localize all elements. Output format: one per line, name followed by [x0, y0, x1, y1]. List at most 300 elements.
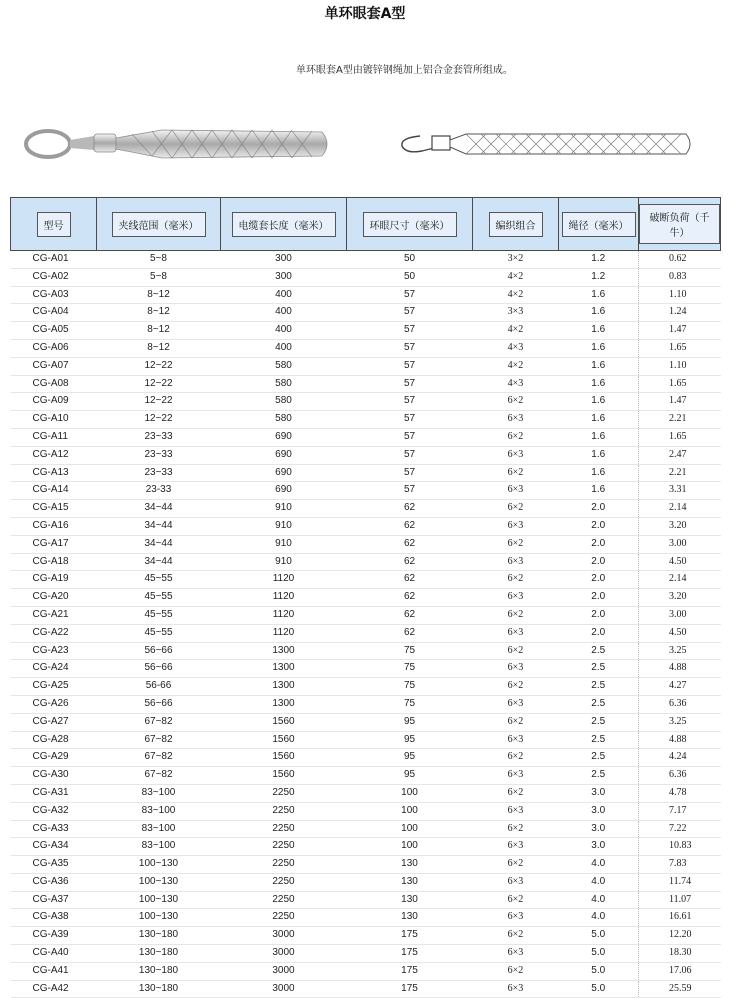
cell-rope-diameter: 2.0	[559, 517, 639, 535]
cell-braid: 6×3	[473, 838, 559, 856]
cell-rope-diameter: 1.6	[559, 357, 639, 375]
cell-clamp-range: 130~180	[97, 980, 221, 998]
cell-breaking-load: 3.25	[639, 713, 721, 731]
cell-clamp-range: 83~100	[97, 802, 221, 820]
cell-clamp-range: 45~55	[97, 606, 221, 624]
cell-clamp-range: 12~22	[97, 411, 221, 429]
cell-model: CG-A07	[11, 357, 97, 375]
cell-sleeve-length: 580	[221, 375, 347, 393]
cell-rope-diameter: 4.0	[559, 873, 639, 891]
cell-eye-size: 57	[347, 428, 473, 446]
cell-rope-diameter: 1.2	[559, 268, 639, 286]
cell-sleeve-length: 1560	[221, 731, 347, 749]
cell-breaking-load: 10.83	[639, 838, 721, 856]
cell-clamp-range: 45~55	[97, 571, 221, 589]
cell-eye-size: 175	[347, 962, 473, 980]
cell-sleeve-length: 300	[221, 268, 347, 286]
cell-model: CG-A24	[11, 660, 97, 678]
cell-eye-size: 50	[347, 268, 473, 286]
cell-breaking-load: 4.88	[639, 731, 721, 749]
cell-model: CG-A21	[11, 606, 97, 624]
cell-sleeve-length: 1120	[221, 571, 347, 589]
cell-breaking-load: 1.47	[639, 393, 721, 411]
table-row	[11, 268, 721, 286]
table-row	[11, 642, 721, 660]
cell-model: CG-A23	[11, 642, 97, 660]
cell-breaking-load: 1.10	[639, 286, 721, 304]
cell-breaking-load: 2.21	[639, 411, 721, 429]
table-row	[11, 856, 721, 874]
cell-rope-diameter: 1.6	[559, 304, 639, 322]
cell-eye-size: 130	[347, 856, 473, 874]
cell-model: CG-A08	[11, 375, 97, 393]
cell-clamp-range: 23~33	[97, 446, 221, 464]
cell-sleeve-length: 3000	[221, 962, 347, 980]
cell-breaking-load: 7.22	[639, 820, 721, 838]
cell-breaking-load: 2.47	[639, 446, 721, 464]
cell-braid: 4×2	[473, 357, 559, 375]
cell-clamp-range: 45~55	[97, 624, 221, 642]
cell-model: CG-A14	[11, 482, 97, 500]
cell-model: CG-A01	[11, 251, 97, 269]
cell-breaking-load: 17.06	[639, 962, 721, 980]
cell-sleeve-length: 1120	[221, 624, 347, 642]
cell-braid: 6×2	[473, 820, 559, 838]
cell-model: CG-A11	[11, 428, 97, 446]
cell-rope-diameter: 3.0	[559, 820, 639, 838]
cell-breaking-load: 16.61	[639, 909, 721, 927]
header-braid: 编织组合	[473, 198, 559, 251]
cell-eye-size: 100	[347, 784, 473, 802]
cell-model: CG-A28	[11, 731, 97, 749]
cell-sleeve-length: 2250	[221, 820, 347, 838]
cell-model: CG-A19	[11, 571, 97, 589]
cell-eye-size: 57	[347, 464, 473, 482]
cell-sleeve-length: 1300	[221, 695, 347, 713]
cell-rope-diameter: 1.6	[559, 464, 639, 482]
cell-braid: 6×3	[473, 731, 559, 749]
cell-model: CG-A38	[11, 909, 97, 927]
cell-rope-diameter: 5.0	[559, 927, 639, 945]
cell-braid: 6×3	[473, 411, 559, 429]
cell-eye-size: 57	[347, 411, 473, 429]
cell-model: CG-A03	[11, 286, 97, 304]
cell-breaking-load: 3.00	[639, 606, 721, 624]
cell-rope-diameter: 2.5	[559, 749, 639, 767]
cell-model: CG-A39	[11, 927, 97, 945]
cell-sleeve-length: 580	[221, 411, 347, 429]
cell-model: CG-A34	[11, 838, 97, 856]
cell-rope-diameter: 2.5	[559, 767, 639, 785]
cell-eye-size: 62	[347, 517, 473, 535]
cell-clamp-range: 100~130	[97, 873, 221, 891]
cell-clamp-range: 100~130	[97, 891, 221, 909]
cell-breaking-load: 4.50	[639, 553, 721, 571]
cell-clamp-range: 45~55	[97, 589, 221, 607]
cell-model: CG-A22	[11, 624, 97, 642]
cell-braid: 6×3	[473, 589, 559, 607]
cell-rope-diameter: 4.0	[559, 891, 639, 909]
table-row	[11, 304, 721, 322]
cell-eye-size: 130	[347, 909, 473, 927]
cell-braid: 6×2	[473, 749, 559, 767]
header-model: 型号	[11, 198, 97, 251]
cell-rope-diameter: 5.0	[559, 945, 639, 963]
cell-sleeve-length: 2250	[221, 802, 347, 820]
table-row	[11, 500, 721, 518]
table-row	[11, 464, 721, 482]
page-title: 单环眼套A型	[324, 6, 406, 22]
cell-model: CG-A02	[11, 268, 97, 286]
cell-braid: 4×2	[473, 322, 559, 340]
cell-model: CG-A16	[11, 517, 97, 535]
cell-braid: 6×2	[473, 464, 559, 482]
cell-breaking-load: 1.47	[639, 322, 721, 340]
table-row	[11, 820, 721, 838]
cell-sleeve-length: 400	[221, 339, 347, 357]
cell-model: CG-A20	[11, 589, 97, 607]
cell-rope-diameter: 4.0	[559, 909, 639, 927]
cell-rope-diameter: 1.2	[559, 251, 639, 269]
cell-model: CG-A37	[11, 891, 97, 909]
cell-breaking-load: 7.17	[639, 802, 721, 820]
cell-clamp-range: 67~82	[97, 749, 221, 767]
table-row	[11, 251, 721, 269]
cell-clamp-range: 56~66	[97, 642, 221, 660]
cell-breaking-load: 7.83	[639, 856, 721, 874]
header-rope-diameter: 绳径（毫米）	[559, 198, 639, 251]
cell-braid: 6×2	[473, 856, 559, 874]
header-clamp-range: 夹线范围（毫米）	[97, 198, 221, 251]
cell-model: CG-A13	[11, 464, 97, 482]
cell-sleeve-length: 1120	[221, 606, 347, 624]
cell-rope-diameter: 2.0	[559, 535, 639, 553]
table-header-row	[11, 198, 721, 251]
cell-model: CG-A29	[11, 749, 97, 767]
cell-clamp-range: 5~8	[97, 268, 221, 286]
cell-rope-diameter: 2.5	[559, 731, 639, 749]
cell-clamp-range: 8~12	[97, 339, 221, 357]
cell-eye-size: 95	[347, 749, 473, 767]
cell-eye-size: 95	[347, 713, 473, 731]
cell-rope-diameter: 2.0	[559, 606, 639, 624]
cell-eye-size: 57	[347, 446, 473, 464]
cell-eye-size: 57	[347, 482, 473, 500]
table-row	[11, 695, 721, 713]
table-row	[11, 660, 721, 678]
cell-braid: 6×3	[473, 517, 559, 535]
table-row	[11, 589, 721, 607]
cell-braid: 6×2	[473, 571, 559, 589]
cell-sleeve-length: 1300	[221, 678, 347, 696]
cell-breaking-load: 3.20	[639, 589, 721, 607]
cell-breaking-load: 3.31	[639, 482, 721, 500]
cell-eye-size: 62	[347, 500, 473, 518]
cell-sleeve-length: 910	[221, 500, 347, 518]
table-row	[11, 962, 721, 980]
cell-rope-diameter: 1.6	[559, 411, 639, 429]
table-row	[11, 678, 721, 696]
table-row	[11, 446, 721, 464]
cell-braid: 6×3	[473, 624, 559, 642]
cell-sleeve-length: 910	[221, 553, 347, 571]
cell-breaking-load: 1.10	[639, 357, 721, 375]
cell-braid: 6×3	[473, 802, 559, 820]
cell-sleeve-length: 1300	[221, 642, 347, 660]
cell-breaking-load: 3.25	[639, 642, 721, 660]
table-row	[11, 375, 721, 393]
cell-sleeve-length: 910	[221, 535, 347, 553]
cell-sleeve-length: 690	[221, 482, 347, 500]
table-row	[11, 357, 721, 375]
cell-braid: 6×3	[473, 909, 559, 927]
cell-rope-diameter: 2.0	[559, 553, 639, 571]
cell-braid: 6×2	[473, 606, 559, 624]
cell-rope-diameter: 4.0	[559, 856, 639, 874]
cell-clamp-range: 8~12	[97, 322, 221, 340]
table-row	[11, 393, 721, 411]
cell-sleeve-length: 580	[221, 357, 347, 375]
cell-sleeve-length: 3000	[221, 927, 347, 945]
cell-model: CG-A40	[11, 945, 97, 963]
cell-braid: 6×2	[473, 500, 559, 518]
cell-model: CG-A31	[11, 784, 97, 802]
cell-eye-size: 62	[347, 606, 473, 624]
cell-model: CG-A41	[11, 962, 97, 980]
cell-clamp-range: 12~22	[97, 375, 221, 393]
cell-clamp-range: 23~33	[97, 428, 221, 446]
cell-model: CG-A17	[11, 535, 97, 553]
cell-sleeve-length: 690	[221, 446, 347, 464]
cell-rope-diameter: 2.5	[559, 660, 639, 678]
cell-braid: 4×2	[473, 286, 559, 304]
cell-eye-size: 62	[347, 553, 473, 571]
cell-clamp-range: 130~180	[97, 962, 221, 980]
table-row	[11, 873, 721, 891]
cell-model: CG-A10	[11, 411, 97, 429]
cell-braid: 6×3	[473, 873, 559, 891]
cell-model: CG-A12	[11, 446, 97, 464]
cell-eye-size: 130	[347, 873, 473, 891]
table-row	[11, 713, 721, 731]
cell-sleeve-length: 1560	[221, 713, 347, 731]
cell-sleeve-length: 690	[221, 464, 347, 482]
table-row	[11, 927, 721, 945]
cell-eye-size: 75	[347, 642, 473, 660]
cell-breaking-load: 6.36	[639, 695, 721, 713]
cell-eye-size: 175	[347, 980, 473, 998]
cell-model: CG-A25	[11, 678, 97, 696]
cell-rope-diameter: 3.0	[559, 784, 639, 802]
cell-breaking-load: 12.20	[639, 927, 721, 945]
cell-eye-size: 75	[347, 678, 473, 696]
cell-breaking-load: 4.88	[639, 660, 721, 678]
table-row	[11, 606, 721, 624]
cell-breaking-load: 0.83	[639, 268, 721, 286]
cell-braid: 6×3	[473, 980, 559, 998]
table-row	[11, 784, 721, 802]
cell-eye-size: 57	[347, 322, 473, 340]
cell-rope-diameter: 2.5	[559, 642, 639, 660]
cell-rope-diameter: 2.0	[559, 571, 639, 589]
table-row	[11, 909, 721, 927]
cell-sleeve-length: 1560	[221, 749, 347, 767]
cell-sleeve-length: 3000	[221, 945, 347, 963]
table-row	[11, 322, 721, 340]
cell-braid: 6×2	[473, 642, 559, 660]
cell-rope-diameter: 1.6	[559, 446, 639, 464]
cell-braid: 6×2	[473, 535, 559, 553]
cell-breaking-load: 1.24	[639, 304, 721, 322]
cell-eye-size: 57	[347, 286, 473, 304]
header-breaking-load: 破断负荷（千牛）	[639, 198, 721, 251]
cell-clamp-range: 100~130	[97, 909, 221, 927]
cell-braid: 4×3	[473, 339, 559, 357]
cell-model: CG-A15	[11, 500, 97, 518]
cell-braid: 6×3	[473, 446, 559, 464]
table-row	[11, 339, 721, 357]
cell-rope-diameter: 2.0	[559, 589, 639, 607]
cell-eye-size: 100	[347, 802, 473, 820]
cell-clamp-range: 56~66	[97, 695, 221, 713]
cell-sleeve-length: 2250	[221, 784, 347, 802]
cell-clamp-range: 83~100	[97, 820, 221, 838]
table-row	[11, 802, 721, 820]
cell-breaking-load: 25.59	[639, 980, 721, 998]
cell-breaking-load: 1.65	[639, 339, 721, 357]
table-row	[11, 517, 721, 535]
cell-rope-diameter: 2.5	[559, 713, 639, 731]
table-row	[11, 624, 721, 642]
description-text: 单环眼套A型由镀锌钢绳加上铝合金套管所组成。	[296, 65, 513, 76]
cell-eye-size: 95	[347, 731, 473, 749]
cell-clamp-range: 34~44	[97, 517, 221, 535]
cell-eye-size: 62	[347, 535, 473, 553]
table-row	[11, 891, 721, 909]
cell-breaking-load: 0.62	[639, 251, 721, 269]
cell-model: CG-A06	[11, 339, 97, 357]
cell-clamp-range: 56~66	[97, 660, 221, 678]
cell-sleeve-length: 300	[221, 251, 347, 269]
cell-braid: 6×2	[473, 784, 559, 802]
cell-eye-size: 62	[347, 589, 473, 607]
cell-clamp-range: 34~44	[97, 535, 221, 553]
cell-eye-size: 57	[347, 339, 473, 357]
cell-eye-size: 62	[347, 571, 473, 589]
cell-eye-size: 175	[347, 927, 473, 945]
cell-sleeve-length: 2250	[221, 909, 347, 927]
cell-braid: 4×2	[473, 268, 559, 286]
table-row	[11, 731, 721, 749]
cell-breaking-load: 18.30	[639, 945, 721, 963]
cell-eye-size: 130	[347, 891, 473, 909]
table-row	[11, 411, 721, 429]
cell-sleeve-length: 2250	[221, 873, 347, 891]
cell-sleeve-length: 1300	[221, 660, 347, 678]
table-row	[11, 767, 721, 785]
cell-braid: 6×2	[473, 428, 559, 446]
cell-clamp-range: 34~44	[97, 500, 221, 518]
cell-rope-diameter: 1.6	[559, 322, 639, 340]
cell-eye-size: 100	[347, 820, 473, 838]
cell-rope-diameter: 1.6	[559, 286, 639, 304]
cell-eye-size: 57	[347, 375, 473, 393]
cable-grip-photo	[22, 118, 334, 170]
cell-rope-diameter: 2.5	[559, 678, 639, 696]
cell-model: CG-A05	[11, 322, 97, 340]
cell-sleeve-length: 580	[221, 393, 347, 411]
cell-braid: 6×2	[473, 713, 559, 731]
cell-breaking-load: 3.20	[639, 517, 721, 535]
cell-clamp-range: 67~82	[97, 767, 221, 785]
cell-breaking-load: 4.50	[639, 624, 721, 642]
cell-breaking-load: 2.21	[639, 464, 721, 482]
table-row	[11, 535, 721, 553]
cell-rope-diameter: 3.0	[559, 838, 639, 856]
cell-clamp-range: 5~8	[97, 251, 221, 269]
cell-braid: 3×2	[473, 251, 559, 269]
cell-model: CG-A18	[11, 553, 97, 571]
cell-rope-diameter: 1.6	[559, 393, 639, 411]
cell-braid: 6×2	[473, 927, 559, 945]
cell-rope-diameter: 5.0	[559, 962, 639, 980]
cell-clamp-range: 34~44	[97, 553, 221, 571]
cell-braid: 6×3	[473, 482, 559, 500]
cell-braid: 6×3	[473, 553, 559, 571]
cell-model: CG-A35	[11, 856, 97, 874]
cell-clamp-range: 67~82	[97, 713, 221, 731]
cell-rope-diameter: 1.6	[559, 482, 639, 500]
cell-clamp-range: 67~82	[97, 731, 221, 749]
cell-eye-size: 57	[347, 393, 473, 411]
cell-eye-size: 75	[347, 695, 473, 713]
cell-rope-diameter: 5.0	[559, 980, 639, 998]
table-row	[11, 428, 721, 446]
cell-clamp-range: 8~12	[97, 286, 221, 304]
cell-eye-size: 75	[347, 660, 473, 678]
cell-braid: 6×3	[473, 660, 559, 678]
cell-braid: 6×3	[473, 695, 559, 713]
cell-clamp-range: 8~12	[97, 304, 221, 322]
cell-rope-diameter: 3.0	[559, 802, 639, 820]
cell-braid: 6×3	[473, 945, 559, 963]
cell-rope-diameter: 1.6	[559, 375, 639, 393]
cell-model: CG-A32	[11, 802, 97, 820]
cell-breaking-load: 4.78	[639, 784, 721, 802]
cell-breaking-load: 11.74	[639, 873, 721, 891]
cell-braid: 6×2	[473, 891, 559, 909]
cell-rope-diameter: 2.5	[559, 695, 639, 713]
cell-braid: 6×3	[473, 767, 559, 785]
header-eye-size: 环眼尺寸（毫米）	[347, 198, 473, 251]
cell-breaking-load: 2.14	[639, 500, 721, 518]
table-row	[11, 838, 721, 856]
table-row	[11, 553, 721, 571]
cell-sleeve-length: 1120	[221, 589, 347, 607]
cell-eye-size: 50	[347, 251, 473, 269]
cell-sleeve-length: 910	[221, 517, 347, 535]
cell-clamp-range: 100~130	[97, 856, 221, 874]
table-row	[11, 571, 721, 589]
spec-table	[10, 197, 720, 998]
cell-rope-diameter: 1.6	[559, 428, 639, 446]
cell-braid: 6×2	[473, 678, 559, 696]
cell-clamp-range: 12~22	[97, 393, 221, 411]
cell-braid: 6×2	[473, 962, 559, 980]
cell-sleeve-length: 1560	[221, 767, 347, 785]
table-row	[11, 286, 721, 304]
cell-breaking-load: 6.36	[639, 767, 721, 785]
